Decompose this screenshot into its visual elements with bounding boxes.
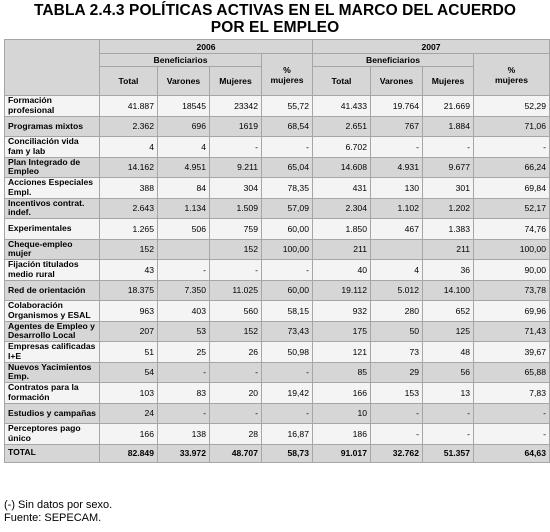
row-value: 32.762 <box>371 444 423 462</box>
row-value: 52,17 <box>474 198 550 219</box>
row-value: 33.972 <box>158 444 210 462</box>
row-value: 60,00 <box>262 280 313 301</box>
row-label: Fijación titulados medio rural <box>5 260 100 281</box>
row-value: 73,78 <box>474 280 550 301</box>
row-value: 7.350 <box>158 280 210 301</box>
row-value: 304 <box>210 178 262 199</box>
row-value: 10 <box>313 403 371 424</box>
row-label: Cheque-empleo mujer <box>5 239 100 260</box>
row-value: 20 <box>210 383 262 404</box>
row-value: 431 <box>313 178 371 199</box>
row-value: 13 <box>423 383 474 404</box>
row-value: 103 <box>100 383 158 404</box>
row-value: 1.265 <box>100 219 158 240</box>
table-row <box>5 280 550 301</box>
row-label: Acciones Especiales Empl. <box>5 178 100 199</box>
table-row <box>5 362 550 383</box>
table-row <box>5 260 550 281</box>
row-label: Formación profesional <box>5 96 100 117</box>
row-value: 85 <box>313 362 371 383</box>
row-label: Contratos para la formación <box>5 383 100 404</box>
row-value: 130 <box>371 178 423 199</box>
row-value: 100,00 <box>474 239 550 260</box>
row-value: 2.362 <box>100 116 158 137</box>
policies-table <box>4 39 550 463</box>
row-value: 963 <box>100 301 158 322</box>
header-varones-2006: Varones <box>158 67 210 96</box>
row-value: 71,06 <box>474 116 550 137</box>
table-row <box>5 198 550 219</box>
row-value: 91.017 <box>313 444 371 462</box>
row-value: 51 <box>100 342 158 363</box>
row-value: - <box>474 403 550 424</box>
row-value: 5.012 <box>371 280 423 301</box>
row-value: 152 <box>100 239 158 260</box>
row-value: - <box>262 260 313 281</box>
table-row <box>5 137 550 158</box>
row-value: 152 <box>210 239 262 260</box>
row-value: 69,96 <box>474 301 550 322</box>
row-value: - <box>158 260 210 281</box>
row-value: 211 <box>313 239 371 260</box>
row-value: - <box>474 424 550 445</box>
row-value: 55,72 <box>262 96 313 117</box>
row-value: 9.677 <box>423 157 474 178</box>
table-row <box>5 239 550 260</box>
row-value: 1.102 <box>371 198 423 219</box>
row-value: 1.850 <box>313 219 371 240</box>
header-year-2006: 2006 <box>100 40 313 54</box>
header-pct-symbol: % <box>283 64 291 75</box>
row-value: 2.643 <box>100 198 158 219</box>
row-value: - <box>210 362 262 383</box>
row-value: 696 <box>158 116 210 137</box>
table-row <box>5 403 550 424</box>
row-value: 36 <box>423 260 474 281</box>
table-row <box>5 424 550 445</box>
row-value: 19,42 <box>262 383 313 404</box>
row-label: Conciliación vida fam y lab <box>5 137 100 158</box>
row-value: 39,67 <box>474 342 550 363</box>
row-value: 60,00 <box>262 219 313 240</box>
row-value: 21.669 <box>423 96 474 117</box>
row-value: - <box>423 403 474 424</box>
row-value: 2.651 <box>313 116 371 137</box>
row-value: 2.304 <box>313 198 371 219</box>
header-pct-word: mujeres <box>495 74 528 85</box>
total-row <box>5 444 550 462</box>
row-value: 153 <box>371 383 423 404</box>
header-beneficiarios-2007: Beneficiarios <box>313 54 474 67</box>
row-value: 175 <box>313 321 371 342</box>
row-value: 403 <box>158 301 210 322</box>
row-value: 84 <box>158 178 210 199</box>
row-value: 121 <box>313 342 371 363</box>
header-pct-word: mujeres <box>270 74 304 85</box>
row-value: 83 <box>158 383 210 404</box>
row-value: 4 <box>371 260 423 281</box>
row-value: 14.608 <box>313 157 371 178</box>
row-value: 19.112 <box>313 280 371 301</box>
row-label: Red de orientación <box>5 280 100 301</box>
row-value: 53 <box>158 321 210 342</box>
table-row <box>5 96 550 117</box>
row-value: 11.025 <box>210 280 262 301</box>
row-value: - <box>371 424 423 445</box>
header-year-row <box>5 40 550 54</box>
row-value: 41.433 <box>313 96 371 117</box>
table-row <box>5 157 550 178</box>
row-value: 18545 <box>158 96 210 117</box>
row-value: 211 <box>423 239 474 260</box>
row-value: 65,04 <box>262 157 313 178</box>
row-value: 26 <box>210 342 262 363</box>
header-pct-symbol: % <box>507 64 516 75</box>
row-value: - <box>210 137 262 158</box>
row-value: 57,09 <box>262 198 313 219</box>
row-value: - <box>158 362 210 383</box>
note-no-data: (-) Sin datos por sexo. <box>4 499 113 511</box>
row-value: 9.211 <box>210 157 262 178</box>
header-year-2007: 2007 <box>313 40 550 54</box>
row-label: Experimentales <box>5 219 100 240</box>
header-corner <box>5 40 100 96</box>
row-value: 4 <box>158 137 210 158</box>
row-value: 74,76 <box>474 219 550 240</box>
row-value: 14.162 <box>100 157 158 178</box>
row-value: 152 <box>210 321 262 342</box>
row-value: 48.707 <box>210 444 262 462</box>
table-row <box>5 342 550 363</box>
row-label: TOTAL <box>5 444 100 462</box>
table-row <box>5 321 550 342</box>
row-value: 28 <box>210 424 262 445</box>
row-value: 64,63 <box>474 444 550 462</box>
note-source: Fuente: SEPECAM. <box>4 512 102 524</box>
row-value: 48 <box>423 342 474 363</box>
row-value: 40 <box>313 260 371 281</box>
row-value: 166 <box>100 424 158 445</box>
row-value: 6.702 <box>313 137 371 158</box>
row-value: 29 <box>371 362 423 383</box>
row-value: 767 <box>371 116 423 137</box>
row-value <box>158 239 210 260</box>
table-title <box>0 2 550 36</box>
row-value: 25 <box>158 342 210 363</box>
header-pct-mujeres-2007 <box>474 54 550 96</box>
table-row <box>5 383 550 404</box>
header-total-2007: Total <box>313 67 371 96</box>
row-value: 467 <box>371 219 423 240</box>
row-label: Empresas calificadas I+E <box>5 342 100 363</box>
row-value: 7,83 <box>474 383 550 404</box>
row-value: 560 <box>210 301 262 322</box>
title-line-2: POR EL EMPLEO <box>210 19 340 36</box>
table-row <box>5 301 550 322</box>
row-value: 388 <box>100 178 158 199</box>
row-value: 506 <box>158 219 210 240</box>
row-value: - <box>158 403 210 424</box>
table-notes <box>4 499 112 525</box>
row-value: 43 <box>100 260 158 281</box>
row-value: 50,98 <box>262 342 313 363</box>
header-beneficiarios-2006: Beneficiarios <box>100 54 262 67</box>
row-label: Estudios y campañas <box>5 403 100 424</box>
row-value: 69,84 <box>474 178 550 199</box>
row-value: 1.884 <box>423 116 474 137</box>
row-value: 90,00 <box>474 260 550 281</box>
row-value: 4.931 <box>371 157 423 178</box>
row-value: 207 <box>100 321 158 342</box>
row-value: 51.357 <box>423 444 474 462</box>
header-varones-2007: Varones <box>371 67 423 96</box>
row-value: 932 <box>313 301 371 322</box>
row-value: 41.887 <box>100 96 158 117</box>
row-value: 4 <box>100 137 158 158</box>
title-line-1: TABLA 2.4.3 POLÍTICAS ACTIVAS EN EL MARCO DEL ACUERDO <box>33 2 517 19</box>
row-value: 68,54 <box>262 116 313 137</box>
row-label: Colaboración Organismos y ESAL <box>5 301 100 322</box>
row-label: Agentes de Empleo y Desarrollo Local <box>5 321 100 342</box>
row-value: 652 <box>423 301 474 322</box>
row-value: 78,35 <box>262 178 313 199</box>
row-value: 1619 <box>210 116 262 137</box>
row-value: 4.951 <box>158 157 210 178</box>
row-value: - <box>423 424 474 445</box>
row-value: 58,73 <box>262 444 313 462</box>
row-value: 1.134 <box>158 198 210 219</box>
table-row <box>5 219 550 240</box>
row-value: 14.100 <box>423 280 474 301</box>
row-value: 759 <box>210 219 262 240</box>
row-value: 19.764 <box>371 96 423 117</box>
row-value: 71,43 <box>474 321 550 342</box>
header-mujeres-2007: Mujeres <box>423 67 474 96</box>
row-value: - <box>210 260 262 281</box>
row-label: Perceptores pago único <box>5 424 100 445</box>
row-value: 73,43 <box>262 321 313 342</box>
row-value: 65,88 <box>474 362 550 383</box>
row-value: 186 <box>313 424 371 445</box>
row-label: Programas mixtos <box>5 116 100 137</box>
row-label: Nuevos Yacimientos Emp. <box>5 362 100 383</box>
row-value: 56 <box>423 362 474 383</box>
row-label: Plan Integrado de Empleo <box>5 157 100 178</box>
row-value: 73 <box>371 342 423 363</box>
row-value: 166 <box>313 383 371 404</box>
row-value: - <box>474 137 550 158</box>
header-total-2006: Total <box>100 67 158 96</box>
row-value: 301 <box>423 178 474 199</box>
header-mujeres-2006: Mujeres <box>210 67 262 96</box>
row-value: 24 <box>100 403 158 424</box>
row-value: - <box>371 403 423 424</box>
row-value: 1.383 <box>423 219 474 240</box>
row-value: - <box>262 137 313 158</box>
row-value: 54 <box>100 362 158 383</box>
row-value: 66,24 <box>474 157 550 178</box>
row-value: 138 <box>158 424 210 445</box>
row-value: - <box>262 403 313 424</box>
row-value: 125 <box>423 321 474 342</box>
row-value: - <box>423 137 474 158</box>
row-value: 58,15 <box>262 301 313 322</box>
row-label: Incentivos contrat. indef. <box>5 198 100 219</box>
row-value: 16,87 <box>262 424 313 445</box>
row-value: 50 <box>371 321 423 342</box>
row-value: 280 <box>371 301 423 322</box>
row-value <box>371 239 423 260</box>
header-pct-mujeres-2006 <box>262 54 313 96</box>
row-value: 18.375 <box>100 280 158 301</box>
row-value: - <box>262 362 313 383</box>
row-value: 52,29 <box>474 96 550 117</box>
row-value: 100,00 <box>262 239 313 260</box>
table-row <box>5 178 550 199</box>
row-value: 82.849 <box>100 444 158 462</box>
row-value: 1.202 <box>423 198 474 219</box>
row-value: 1.509 <box>210 198 262 219</box>
row-value: - <box>210 403 262 424</box>
row-value: - <box>371 137 423 158</box>
table-row <box>5 116 550 137</box>
row-value: 23342 <box>210 96 262 117</box>
